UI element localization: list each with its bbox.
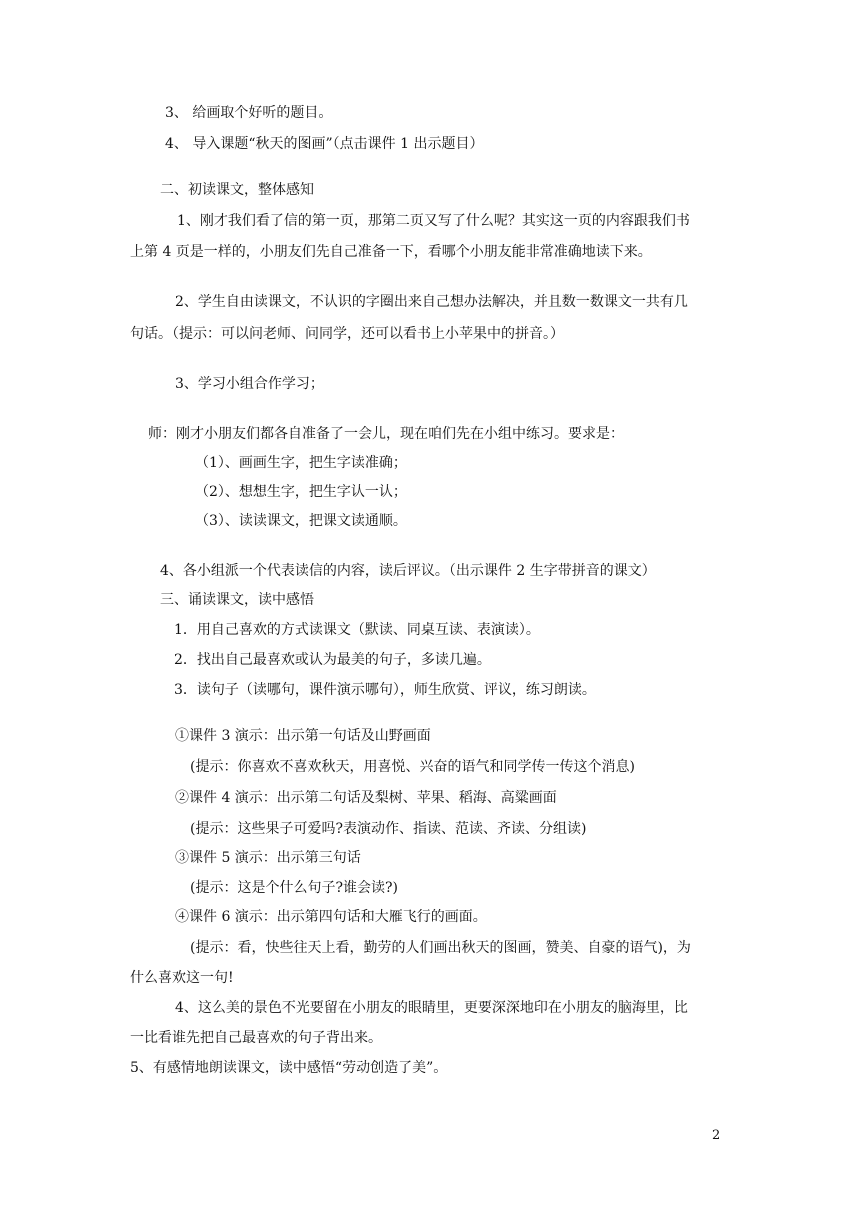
list-item: ①课件 3 演示：出示第一句话及山野画面 — [175, 728, 431, 744]
page-number: 2 — [712, 1128, 721, 1143]
paragraph-line: 什么喜欢这一句! — [130, 970, 234, 986]
paragraph-line: 4、各小组派一个代表读信的内容，读后评议。（出示课件 2 生字带拼音的课文） — [160, 563, 656, 579]
text-line: 4、 导入课题“秋天的图画”（点击课件 1 出示题目） — [165, 136, 484, 152]
paragraph-line: 师：刚才小朋友们都各自准备了一会儿，现在咱们先在小组中练习。要求是： — [148, 426, 624, 442]
paragraph-line: 1、刚才我们看了信的第一页，那第二页又写了什么呢？其实这一页的内容跟我们书 — [177, 213, 690, 229]
hint-line: (提示：你喜欢不喜欢秋天，用喜悦、兴奋的语气和同学传一传这个消息) — [190, 759, 635, 775]
hint-line: (提示：这些果子可爱吗?表演动作、指读、范读、齐读、分组读) — [190, 821, 587, 837]
paragraph-line: 句话。（提示：可以问老师、问同学，还可以看书上小苹果中的拼音。） — [130, 326, 564, 342]
list-item: （1）、画画生字，把生字读准确； — [195, 455, 407, 471]
list-item: ④课件 6 演示：出示第四句话和大雁飞行的画面。 — [175, 909, 487, 925]
hint-line: (提示：看，快些往天上看，勤劳的人们画出秋天的图画，赞美、自豪的语气)，为 — [190, 940, 691, 956]
list-item: ③课件 5 演示：出示第三句话 — [175, 850, 361, 866]
paragraph-line: 5、有感情地朗读课文，读中感悟“劳动创造了美”。 — [130, 1060, 448, 1076]
paragraph-line: 4、这么美的景色不光要留在小朋友的眼睛里，更要深深地印在小朋友的脑海里，比 — [175, 1000, 688, 1016]
list-item: （3）、读读课文，把课文读通顺。 — [195, 513, 407, 529]
list-item: 3．读句子（读哪句，课件演示哪句），师生欣赏、评议，练习朗读。 — [174, 682, 596, 698]
list-item: ②课件 4 演示：出示第二句话及梨树、苹果、稻海、高粱画面 — [175, 790, 557, 806]
list-item: 1．用自己喜欢的方式读课文（默读、同桌互读、表演读）。 — [174, 622, 540, 638]
list-item: （2）、想想生字，把生字认一认； — [195, 484, 407, 500]
paragraph-line: 3、学习小组合作学习； — [175, 376, 324, 392]
paragraph-line: 2、学生自由读课文，不认识的字圈出来自己想办法解决，并且数一数课文一共有几 — [175, 294, 688, 310]
section-heading: 二、初读课文，整体感知 — [160, 182, 314, 198]
text-line: 3、 给画取个好听的题目。 — [165, 105, 333, 121]
hint-line: (提示：这是个什么句子?谁会读?) — [190, 880, 398, 896]
paragraph-line: 一比看谁先把自己最喜欢的句子背出来。 — [130, 1030, 382, 1046]
paragraph-line: 上第 4 页是一样的，小朋友们先自己准备一下，看哪个小朋友能非常准确地读下来。 — [130, 244, 652, 260]
section-heading: 三、诵读课文，读中感悟 — [160, 592, 314, 608]
list-item: 2．找出自己最喜欢或认为最美的句子，多读几遍。 — [174, 652, 491, 668]
